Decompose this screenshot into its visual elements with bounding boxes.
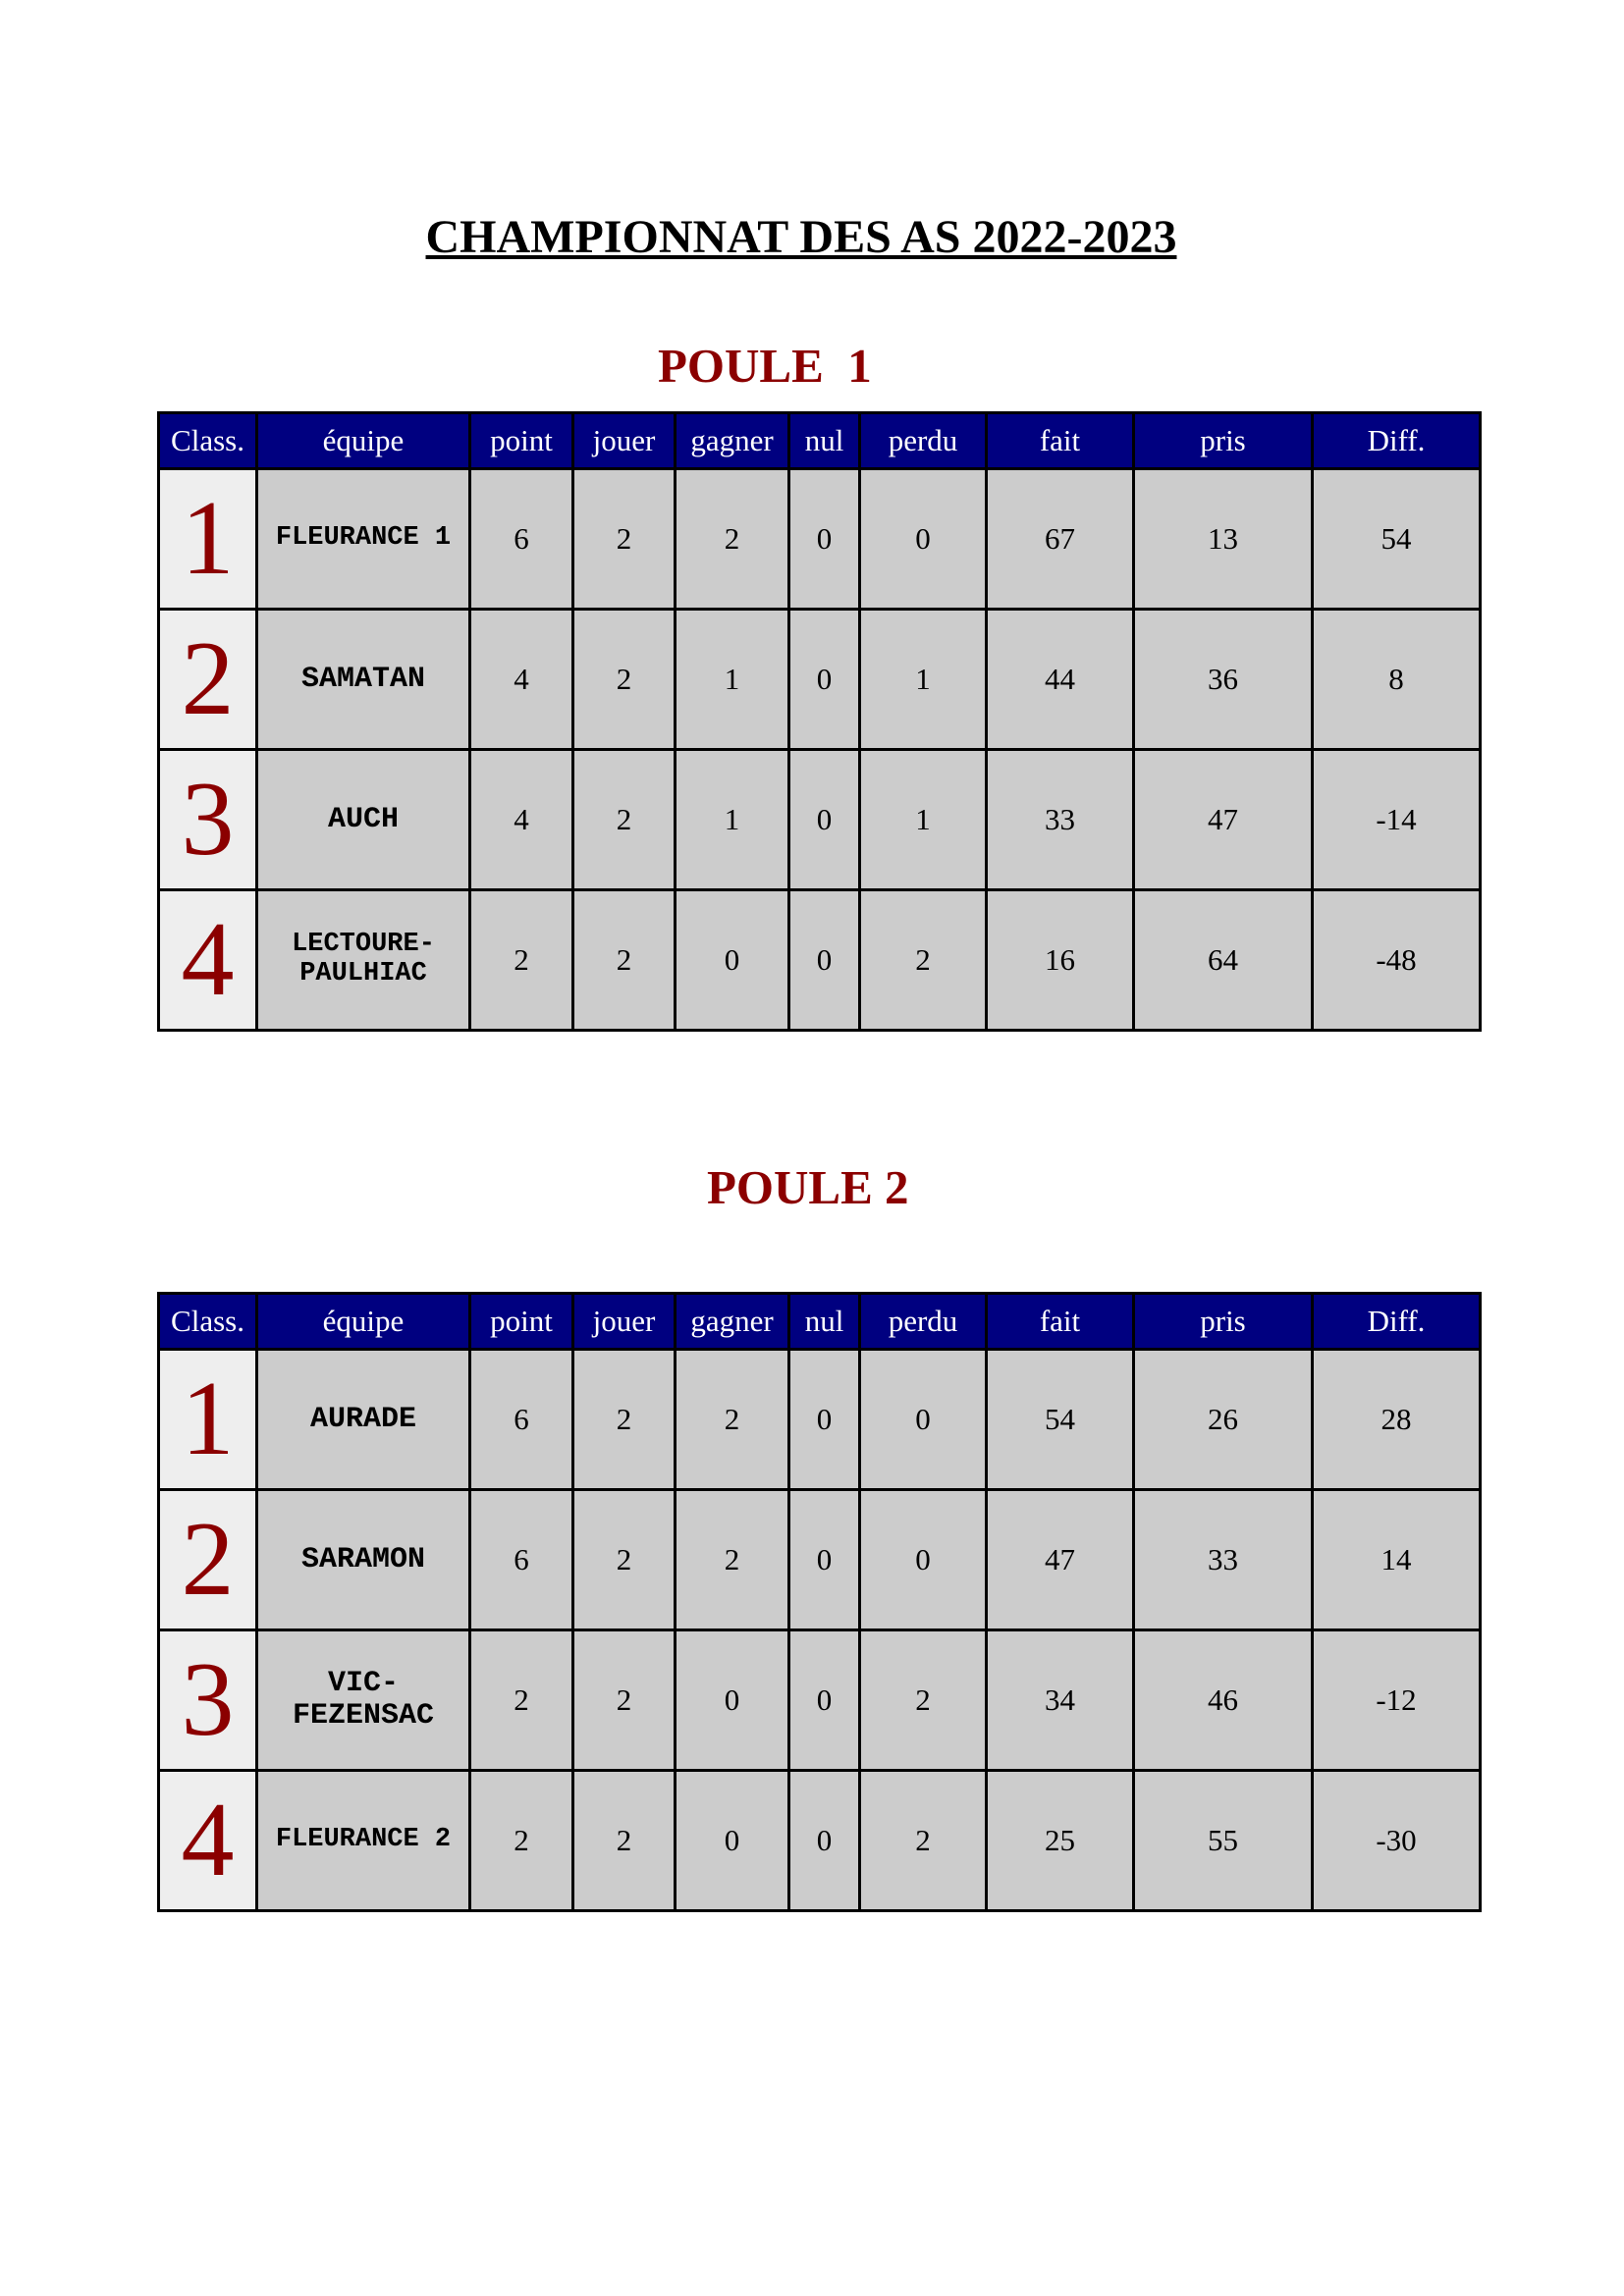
gagner-cell: 1: [676, 750, 789, 890]
perdu-cell: 0: [860, 469, 987, 610]
pris-cell: 64: [1134, 890, 1313, 1031]
nul-cell: 0: [789, 1771, 860, 1911]
header-gagner: gagner: [676, 1294, 789, 1350]
header-point: point: [470, 1294, 573, 1350]
nul-cell: 0: [789, 469, 860, 610]
header-equipe: équipe: [257, 413, 470, 469]
perdu-cell: 2: [860, 1771, 987, 1911]
rank-cell: 2: [159, 610, 257, 750]
pris-cell: 13: [1134, 469, 1313, 610]
team-cell: AURADE: [257, 1350, 470, 1490]
diff-cell: -12: [1313, 1630, 1481, 1771]
document-title: CHAMPIONNAT DES AS 2022-2023: [425, 211, 1177, 263]
fait-cell: 44: [987, 610, 1134, 750]
gagner-cell: 2: [676, 469, 789, 610]
diff-cell: 14: [1313, 1490, 1481, 1630]
gagner-cell: 0: [676, 1771, 789, 1911]
table-row: [159, 1630, 1481, 1771]
jouer-cell: 2: [573, 469, 676, 610]
perdu-cell: 1: [860, 610, 987, 750]
pris-cell: 33: [1134, 1490, 1313, 1630]
team-cell: FLEURANCE 2: [257, 1771, 470, 1911]
perdu-cell: 2: [860, 1630, 987, 1771]
perdu-cell: 0: [860, 1350, 987, 1490]
rank-cell: 4: [159, 1771, 257, 1911]
diff-cell: -48: [1313, 890, 1481, 1031]
point-cell: 4: [470, 750, 573, 890]
nul-cell: 0: [789, 890, 860, 1031]
fait-cell: 54: [987, 1350, 1134, 1490]
poule-1-title: POULE 1: [658, 339, 872, 393]
poule-2-standings-table: [157, 1292, 1482, 1912]
header-equipe: équipe: [257, 1294, 470, 1350]
jouer-cell: 2: [573, 1771, 676, 1911]
header-diff: Diff.: [1313, 1294, 1481, 1350]
header-gagner: gagner: [676, 413, 789, 469]
gagner-cell: 1: [676, 610, 789, 750]
fait-cell: 34: [987, 1630, 1134, 1771]
jouer-cell: 2: [573, 1490, 676, 1630]
poule-2-title: POULE 2: [707, 1160, 909, 1214]
pris-cell: 55: [1134, 1771, 1313, 1911]
fait-cell: 16: [987, 890, 1134, 1031]
jouer-cell: 2: [573, 610, 676, 750]
header-nul: nul: [789, 1294, 860, 1350]
point-cell: 2: [470, 1771, 573, 1911]
pris-cell: 46: [1134, 1630, 1313, 1771]
nul-cell: 0: [789, 610, 860, 750]
table-row: [159, 750, 1481, 890]
team-cell: SAMATAN: [257, 610, 470, 750]
table-row: [159, 1350, 1481, 1490]
point-cell: 4: [470, 610, 573, 750]
table-row: [159, 469, 1481, 610]
diff-cell: 54: [1313, 469, 1481, 610]
header-point: point: [470, 413, 573, 469]
table-row: [159, 610, 1481, 750]
table-row: [159, 1490, 1481, 1630]
nul-cell: 0: [789, 750, 860, 890]
diff-cell: 28: [1313, 1350, 1481, 1490]
point-cell: 6: [470, 1490, 573, 1630]
header-jouer: jouer: [573, 1294, 676, 1350]
header-row: [159, 413, 1481, 469]
point-cell: 2: [470, 1630, 573, 1771]
perdu-cell: 2: [860, 890, 987, 1031]
rank-cell: 1: [159, 1350, 257, 1490]
perdu-cell: 0: [860, 1490, 987, 1630]
fait-cell: 33: [987, 750, 1134, 890]
header-class: Class.: [159, 413, 257, 469]
jouer-cell: 2: [573, 890, 676, 1031]
point-cell: 6: [470, 1350, 573, 1490]
team-cell: LECTOURE-PAULHIAC: [257, 890, 470, 1031]
diff-cell: -30: [1313, 1771, 1481, 1911]
diff-cell: -14: [1313, 750, 1481, 890]
header-pris: pris: [1134, 413, 1313, 469]
team-cell: VIC-FEZENSAC: [257, 1630, 470, 1771]
point-cell: 6: [470, 469, 573, 610]
header-diff: Diff.: [1313, 413, 1481, 469]
nul-cell: 0: [789, 1350, 860, 1490]
header-fait: fait: [987, 413, 1134, 469]
team-cell: FLEURANCE 1: [257, 469, 470, 610]
header-perdu: perdu: [860, 413, 987, 469]
team-cell: AUCH: [257, 750, 470, 890]
header-row: [159, 1294, 1481, 1350]
pris-cell: 36: [1134, 610, 1313, 750]
team-cell: SARAMON: [257, 1490, 470, 1630]
gagner-cell: 0: [676, 1630, 789, 1771]
rank-cell: 3: [159, 750, 257, 890]
jouer-cell: 2: [573, 1350, 676, 1490]
fait-cell: 25: [987, 1771, 1134, 1911]
jouer-cell: 2: [573, 1630, 676, 1771]
table-row: [159, 890, 1481, 1031]
rank-cell: 2: [159, 1490, 257, 1630]
header-perdu: perdu: [860, 1294, 987, 1350]
table-row: [159, 1771, 1481, 1911]
poule-1-standings-table: [157, 411, 1482, 1032]
rank-cell: 1: [159, 469, 257, 610]
gagner-cell: 2: [676, 1350, 789, 1490]
header-nul: nul: [789, 413, 860, 469]
point-cell: 2: [470, 890, 573, 1031]
header-jouer: jouer: [573, 413, 676, 469]
fait-cell: 47: [987, 1490, 1134, 1630]
nul-cell: 0: [789, 1490, 860, 1630]
pris-cell: 26: [1134, 1350, 1313, 1490]
header-pris: pris: [1134, 1294, 1313, 1350]
perdu-cell: 1: [860, 750, 987, 890]
rank-cell: 3: [159, 1630, 257, 1771]
pris-cell: 47: [1134, 750, 1313, 890]
header-fait: fait: [987, 1294, 1134, 1350]
gagner-cell: 2: [676, 1490, 789, 1630]
gagner-cell: 0: [676, 890, 789, 1031]
header-class: Class.: [159, 1294, 257, 1350]
fait-cell: 67: [987, 469, 1134, 610]
diff-cell: 8: [1313, 610, 1481, 750]
jouer-cell: 2: [573, 750, 676, 890]
nul-cell: 0: [789, 1630, 860, 1771]
rank-cell: 4: [159, 890, 257, 1031]
